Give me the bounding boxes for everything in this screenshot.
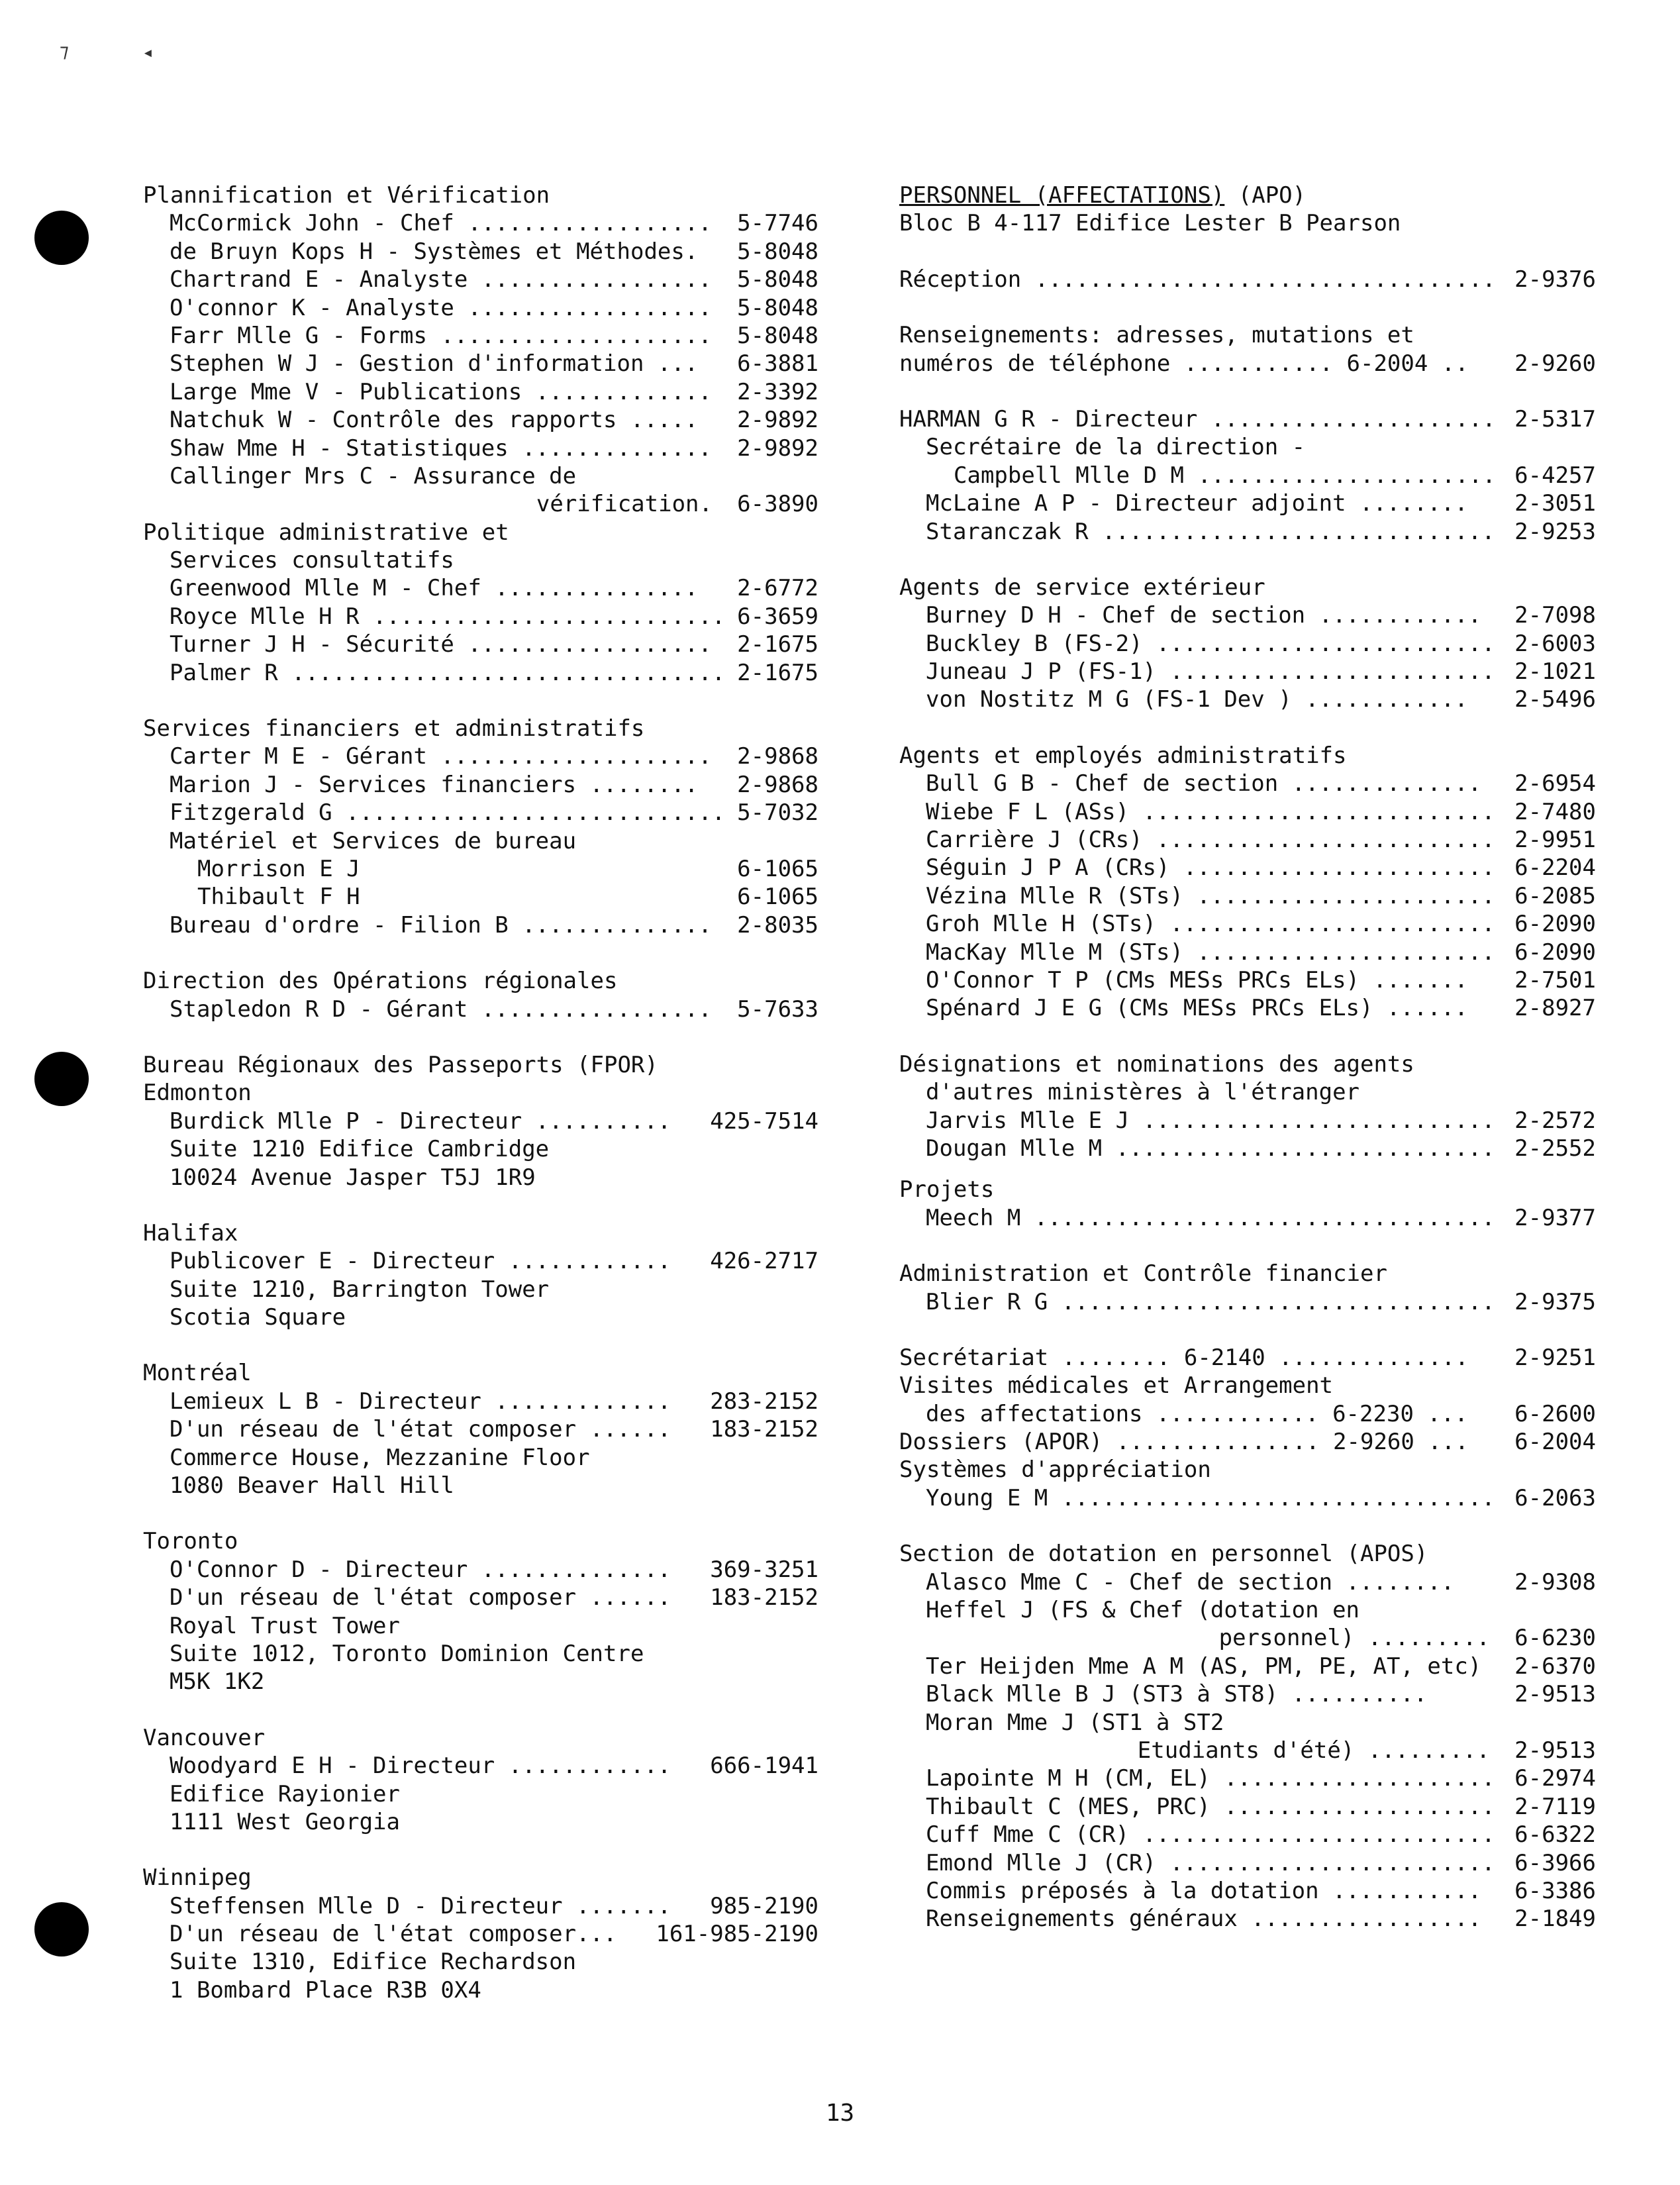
entry-text: D'un réseau de l'état composer ...... bbox=[170, 1416, 671, 1443]
entry-text: Montréal bbox=[143, 1360, 252, 1387]
entry-text: Renseignements généraux ................. bbox=[926, 1906, 1482, 1933]
directory-entry bbox=[899, 518, 1596, 546]
entry-text: Moran Mme J (ST1 à ST2 bbox=[926, 1709, 1224, 1736]
directory-entry bbox=[143, 462, 818, 490]
directory-entry bbox=[143, 659, 818, 687]
phone-number: 369-3251 bbox=[710, 1556, 818, 1583]
directory-entry bbox=[899, 433, 1596, 461]
phone-number: 6-2004 bbox=[1514, 1429, 1596, 1456]
phone-number: 2-6370 bbox=[1514, 1652, 1596, 1680]
entry-text: Black Mlle B J (ST3 à ST8) .......... bbox=[926, 1681, 1428, 1708]
entry-text: Cuff Mme C (CR) .......................... bbox=[926, 1821, 1495, 1849]
entry-text: Toronto bbox=[143, 1528, 238, 1555]
directory-entry bbox=[143, 1303, 818, 1331]
phone-number: 6-3966 bbox=[1514, 1849, 1596, 1876]
entry-text: Commerce House, Mezzanine Floor bbox=[170, 1444, 590, 1471]
directory-entry bbox=[899, 1709, 1596, 1737]
entry-text: Steffensen Mlle D - Directeur ....... bbox=[170, 1892, 671, 1919]
directory-entry bbox=[143, 1948, 818, 1976]
phone-number: 2-9951 bbox=[1514, 827, 1596, 854]
entry-text: 10024 Avenue Jasper T5J 1R9 bbox=[170, 1164, 536, 1191]
phone-number: 6-2063 bbox=[1514, 1484, 1596, 1511]
entry-text: MacKay Mlle M (STs) ...................... bbox=[926, 939, 1495, 966]
entry-text: Agents et employés administratifs bbox=[899, 742, 1347, 769]
directory-entry bbox=[899, 601, 1596, 629]
entry-text: Vancouver bbox=[143, 1724, 266, 1751]
directory-entry bbox=[899, 854, 1596, 882]
entry-text: Turner J H - Sécurité .................. bbox=[170, 631, 712, 658]
phone-number: 5-7032 bbox=[737, 799, 818, 827]
entry-text: Edmonton bbox=[143, 1080, 252, 1107]
entry-text: Thibault C (MES, PRC) .................... bbox=[926, 1793, 1495, 1820]
phone-number: 2-9375 bbox=[1514, 1288, 1596, 1315]
phone-number: 6-2600 bbox=[1514, 1400, 1596, 1427]
entry-text: Services consultatifs bbox=[170, 547, 454, 574]
entry-text: Stapledon R D - Gérant ................. bbox=[170, 995, 712, 1023]
directory-entry bbox=[899, 1260, 1596, 1288]
directory-entry bbox=[143, 1051, 818, 1079]
phone-number: 2-9260 bbox=[1514, 350, 1596, 377]
directory-entry bbox=[899, 658, 1596, 686]
directory-entry bbox=[143, 574, 818, 602]
phone-number: 5-8048 bbox=[737, 266, 818, 293]
directory-entry bbox=[899, 1107, 1596, 1135]
phone-number: 183-2152 bbox=[710, 1416, 818, 1443]
directory-entry bbox=[899, 1050, 1596, 1078]
directory-entry bbox=[899, 994, 1596, 1022]
entry-text: Staranczak R ............................. bbox=[926, 518, 1495, 545]
directory-entry bbox=[143, 406, 818, 434]
phone-number: 2-8035 bbox=[737, 911, 818, 939]
directory-entry bbox=[899, 1176, 1596, 1203]
phone-number: 985-2190 bbox=[710, 1892, 818, 1919]
directory-entry bbox=[143, 1808, 818, 1836]
directory-entry bbox=[899, 1484, 1596, 1512]
entry-text: Lapointe M H (CM, EL) .................... bbox=[926, 1765, 1495, 1792]
phone-number: 2-9868 bbox=[737, 771, 818, 798]
phone-number: 2-9377 bbox=[1514, 1204, 1596, 1231]
directory-entry bbox=[899, 1568, 1596, 1596]
directory-entry bbox=[143, 519, 818, 546]
entry-text: Séguin J P A (CRs) ....................... bbox=[926, 854, 1495, 882]
directory-entry bbox=[143, 1164, 818, 1192]
directory-entry bbox=[143, 1640, 818, 1668]
entry-text: Lemieux L B - Directeur ............. bbox=[170, 1388, 671, 1415]
phone-number: 2-9251 bbox=[1514, 1344, 1596, 1371]
directory-entry bbox=[143, 294, 818, 322]
directory-entry bbox=[143, 855, 818, 883]
directory-entry bbox=[899, 321, 1596, 349]
phone-number: 6-6322 bbox=[1514, 1821, 1596, 1849]
directory-entry bbox=[899, 1135, 1596, 1162]
phone-number: 2-5317 bbox=[1514, 405, 1596, 432]
directory-entry bbox=[143, 1135, 818, 1163]
entry-text: Marion J - Services financiers ........ bbox=[170, 771, 699, 798]
entry-text: Edifice Rayionier bbox=[170, 1780, 400, 1807]
directory-entry bbox=[143, 883, 818, 911]
entry-text: Juneau J P (FS-1) ........................ bbox=[926, 658, 1495, 686]
phone-number: 2-7098 bbox=[1514, 602, 1596, 629]
phone-number: 6-2085 bbox=[1514, 882, 1596, 909]
entry-text: Bureau Régionaux des Passeports (FPOR) bbox=[143, 1051, 658, 1078]
directory-entry bbox=[899, 1877, 1596, 1905]
entry-text: Plannification et Vérification bbox=[143, 182, 550, 209]
directory-entry bbox=[143, 1472, 818, 1499]
entry-text: Greenwood Mlle M - Chef ............... bbox=[170, 575, 699, 602]
entry-text: Désignations et nominations des agents bbox=[899, 1050, 1414, 1078]
directory-entry bbox=[143, 1247, 818, 1275]
phone-number: 6-6230 bbox=[1514, 1625, 1596, 1652]
phone-number: 2-9253 bbox=[1514, 518, 1596, 545]
phone-number: 2-8927 bbox=[1514, 995, 1596, 1022]
phone-number: 2-2572 bbox=[1514, 1107, 1596, 1134]
directory-entry bbox=[143, 1668, 818, 1696]
entry-text: Administration et Contrôle financier bbox=[899, 1260, 1387, 1288]
directory-entry bbox=[143, 1976, 818, 2004]
directory-entry bbox=[143, 1612, 818, 1640]
entry-text: Réception .................................. bbox=[899, 266, 1496, 293]
directory-entry bbox=[143, 1444, 818, 1472]
directory-entry bbox=[899, 770, 1596, 797]
entry-text: Chartrand E - Analyste ................. bbox=[170, 266, 712, 293]
directory-entry bbox=[143, 1892, 818, 1920]
entry-text: Services financiers et administratifs bbox=[143, 715, 645, 742]
directory-entry bbox=[899, 181, 1596, 209]
entry-text: Suite 1210, Barrington Tower bbox=[170, 1276, 550, 1303]
entry-text: Commis préposés à la dotation ........... bbox=[926, 1877, 1482, 1904]
phone-number: 2-9892 bbox=[737, 434, 818, 462]
directory-entry bbox=[899, 1204, 1596, 1232]
directory-entry bbox=[899, 1764, 1596, 1792]
directory-entry bbox=[899, 462, 1596, 489]
entry-text: Renseignements: adresses, mutations et bbox=[899, 322, 1414, 349]
left-column bbox=[143, 181, 818, 2004]
directory-entry bbox=[143, 378, 818, 406]
entry-text: Emond Mlle J (CR) ........................ bbox=[926, 1849, 1495, 1876]
entry-text: personnel) ......... bbox=[1218, 1625, 1490, 1652]
directory-entry bbox=[899, 1456, 1596, 1484]
phone-number: 5-8048 bbox=[737, 322, 818, 349]
entry-text: Callinger Mrs C - Assurance de bbox=[170, 462, 577, 489]
entry-text: Agents de service extérieur bbox=[899, 574, 1265, 601]
directory-entry bbox=[899, 1849, 1596, 1877]
entry-text: Systèmes d'appréciation bbox=[899, 1456, 1211, 1484]
entry-text: Fitzgerald G ............................ bbox=[170, 799, 726, 827]
directory-entry bbox=[143, 322, 818, 350]
entry-text: Bureau d'ordre - Filion B .............. bbox=[170, 911, 712, 939]
phone-number: 2-7480 bbox=[1514, 798, 1596, 825]
entry-text: Politique administrative et bbox=[143, 519, 509, 546]
entry-text: Groh Mlle H (STs) ........................ bbox=[926, 911, 1495, 938]
directory-entry bbox=[899, 1372, 1596, 1399]
entry-text: Farr Mlle G - Forms .................... bbox=[170, 322, 712, 349]
entry-text: Section de dotation en personnel (APOS) bbox=[899, 1541, 1428, 1568]
entry-text: Campbell Mlle D M ...................... bbox=[954, 462, 1496, 489]
directory-entry bbox=[899, 939, 1596, 966]
phone-number: 2-3051 bbox=[1514, 490, 1596, 517]
directory-entry bbox=[143, 1920, 818, 1948]
entry-text: Vézina Mlle R (STs) ...................... bbox=[926, 882, 1495, 909]
entry-text: Meech M .................................. bbox=[926, 1204, 1495, 1231]
phone-number: 6-1065 bbox=[737, 884, 818, 911]
directory-entry bbox=[143, 1584, 818, 1611]
directory-entry bbox=[899, 1905, 1596, 1933]
entry-text: Matériel et Services de bureau bbox=[170, 827, 577, 854]
directory-entry bbox=[143, 995, 818, 1023]
entry-text: Woodyard E H - Directeur ............ bbox=[170, 1753, 671, 1780]
entry-text: Alasco Mme C - Chef de section ........ bbox=[926, 1568, 1455, 1596]
directory-entry bbox=[143, 1359, 818, 1387]
directory-entry bbox=[143, 742, 818, 770]
entry-text: Morrison E J bbox=[197, 855, 360, 882]
directory-entry bbox=[143, 827, 818, 855]
entry-text: Stephen W J - Gestion d'information ... bbox=[170, 350, 699, 378]
directory-entry bbox=[899, 405, 1596, 433]
phone-number: 2-1675 bbox=[737, 659, 818, 686]
directory-entry bbox=[899, 742, 1596, 770]
phone-number: 6-1065 bbox=[737, 855, 818, 882]
phone-number: 5-7633 bbox=[737, 995, 818, 1023]
entry-text: Spénard J E G (CMs MESs PRCs ELs) ...... bbox=[926, 995, 1468, 1022]
phone-number: 2-6954 bbox=[1514, 770, 1596, 797]
phone-number: 2-6772 bbox=[737, 575, 818, 602]
phone-number: 2-2552 bbox=[1514, 1135, 1596, 1162]
directory-entry bbox=[143, 603, 818, 631]
directory-entry bbox=[143, 1527, 818, 1555]
entry-text: Natchuk W - Contrôle des rapports ..... bbox=[170, 407, 699, 434]
directory-entry bbox=[143, 1219, 818, 1247]
entry-text: PERSONNEL (AFFECTATIONS) bbox=[899, 182, 1225, 209]
directory-entry bbox=[899, 574, 1596, 601]
entry-text: d'autres ministères à l'étranger bbox=[926, 1079, 1360, 1106]
directory-entry bbox=[899, 1793, 1596, 1821]
phone-number: 6-3659 bbox=[737, 603, 818, 630]
phone-number: 2-9513 bbox=[1514, 1737, 1596, 1764]
entry-text: numéros de téléphone ........... 6-2004 .. bbox=[899, 350, 1469, 377]
entry-text: McLaine A P - Directeur adjoint ........ bbox=[926, 490, 1468, 517]
directory-entry bbox=[899, 1288, 1596, 1316]
punch-hole-top bbox=[34, 211, 89, 265]
entry-text: Thibault F H bbox=[197, 884, 360, 911]
directory-entry bbox=[899, 910, 1596, 938]
directory-entry bbox=[143, 1556, 818, 1584]
entry-text: Carrière J (CRs) ......................... bbox=[926, 827, 1495, 854]
phone-number: 666-1941 bbox=[710, 1753, 818, 1780]
phone-number: 2-9376 bbox=[1514, 266, 1596, 293]
directory-entry bbox=[143, 1107, 818, 1135]
directory-entry bbox=[143, 490, 818, 518]
directory-entry bbox=[143, 434, 818, 462]
directory-entry bbox=[143, 266, 818, 293]
punch-hole-middle bbox=[34, 1052, 89, 1106]
phone-number: 2-1021 bbox=[1514, 658, 1596, 686]
entry-text: Direction des Opérations régionales bbox=[143, 968, 618, 995]
entry-text: Dougan Mlle M ............................ bbox=[926, 1135, 1495, 1162]
directory-entry bbox=[899, 1652, 1596, 1680]
directory-entry bbox=[143, 238, 818, 266]
directory-entry bbox=[899, 1680, 1596, 1708]
phone-number: 6-2204 bbox=[1514, 854, 1596, 882]
phone-number: 2-1849 bbox=[1514, 1906, 1596, 1933]
entry-text: Carter M E - Gérant .................... bbox=[170, 743, 712, 770]
entry-text: des affectations ............ 6-2230 ... bbox=[926, 1400, 1468, 1427]
directory-entry bbox=[899, 1344, 1596, 1372]
directory-entry bbox=[899, 266, 1596, 293]
directory-entry bbox=[899, 826, 1596, 854]
directory-entry bbox=[899, 1596, 1596, 1624]
entry-text: de Bruyn Kops H - Systèmes et Méthodes. bbox=[170, 238, 699, 265]
directory-entry bbox=[143, 799, 818, 827]
entry-text: McCormick John - Chef .................. bbox=[170, 210, 712, 237]
entry-text: Suite 1012, Toronto Dominion Centre bbox=[170, 1640, 644, 1667]
entry-text: Suite 1310, Edifice Rechardson bbox=[170, 1949, 577, 1976]
phone-number: 425-7514 bbox=[710, 1107, 818, 1135]
entry-text: Winnipeg bbox=[143, 1864, 252, 1892]
entry-text: Visites médicales et Arrangement bbox=[899, 1372, 1334, 1399]
phone-number: 2-1675 bbox=[737, 631, 818, 658]
directory-entry bbox=[899, 686, 1596, 713]
phone-number: 2-9892 bbox=[737, 407, 818, 434]
phone-number: 2-5496 bbox=[1514, 686, 1596, 713]
entry-text: Large Mme V - Publications ............. bbox=[170, 378, 712, 405]
directory-entry bbox=[143, 631, 818, 658]
phone-number: 6-3890 bbox=[737, 491, 818, 518]
phone-number: 161-985-2190 bbox=[656, 1921, 818, 1948]
directory-entry bbox=[899, 1400, 1596, 1428]
directory-entry bbox=[143, 209, 818, 237]
directory-entry bbox=[143, 967, 818, 995]
entry-text: M5K 1K2 bbox=[170, 1668, 265, 1696]
phone-number: 6-4257 bbox=[1514, 462, 1596, 489]
entry-text: 1111 West Georgia bbox=[170, 1808, 400, 1835]
entry-text: 1080 Beaver Hall Hill bbox=[170, 1472, 454, 1499]
phone-number: 426-2717 bbox=[710, 1248, 818, 1275]
directory-entry bbox=[143, 1276, 818, 1303]
phone-number: 183-2152 bbox=[710, 1584, 818, 1611]
entry-text: Publicover E - Directeur ............ bbox=[170, 1248, 671, 1275]
phone-number: 2-9868 bbox=[737, 743, 818, 770]
phone-number: 2-6003 bbox=[1514, 630, 1596, 657]
entry-text: Royce Mlle H R .......................... bbox=[170, 603, 726, 630]
phone-number: 6-2974 bbox=[1514, 1765, 1596, 1792]
entry-text: von Nostitz M G (FS-1 Dev ) ............ bbox=[926, 686, 1468, 713]
directory-entry bbox=[143, 715, 818, 742]
scan-speck: ◂ bbox=[142, 41, 154, 63]
directory-entry bbox=[143, 1415, 818, 1443]
directory-entry bbox=[143, 1864, 818, 1892]
directory-entry bbox=[143, 1388, 818, 1415]
phone-number: 5-8048 bbox=[737, 238, 818, 265]
entry-text: Secrétariat ........ 6-2140 .............. bbox=[899, 1344, 1469, 1371]
phone-number: 2-3392 bbox=[737, 378, 818, 405]
directory-entry bbox=[899, 489, 1596, 517]
entry-text: Etudiants d'été) ......... bbox=[1137, 1737, 1490, 1764]
entry-text: 1 Bombard Place R3B 0X4 bbox=[170, 1976, 481, 2004]
directory-entry bbox=[143, 350, 818, 378]
entry-text: Dossiers (APOR) ............... 2-9260 ... bbox=[899, 1429, 1469, 1456]
phone-number: 2-7119 bbox=[1514, 1793, 1596, 1820]
entry-text: Secrétaire de la direction - bbox=[926, 434, 1306, 461]
entry-text: Halifax bbox=[143, 1219, 238, 1246]
directory-entry bbox=[143, 181, 818, 209]
directory-entry bbox=[899, 209, 1596, 237]
page-number: 13 bbox=[825, 2100, 855, 2127]
entry-text: O'Connor T P (CMs MESs PRCs ELs) ....... bbox=[926, 966, 1468, 993]
entry-text: vérification. bbox=[536, 491, 713, 518]
directory-entry bbox=[899, 1540, 1596, 1568]
entry-text: Burney D H - Chef de section ............ bbox=[926, 602, 1482, 629]
entry-text: Wiebe F L (ASs) .......................... bbox=[926, 798, 1495, 825]
directory-entry bbox=[899, 630, 1596, 658]
entry-text: Buckley B (FS-2) ......................... bbox=[926, 630, 1495, 657]
entry-text: Bloc B 4-117 Edifice Lester B Pearson bbox=[899, 210, 1401, 237]
directory-entry bbox=[143, 1079, 818, 1107]
entry-text: Jarvis Mlle E J .......................... bbox=[926, 1107, 1495, 1134]
right-column bbox=[899, 181, 1596, 1933]
entry-text: Blier R G ................................ bbox=[926, 1288, 1495, 1315]
entry-text: Royal Trust Tower bbox=[170, 1612, 400, 1639]
directory-entry bbox=[899, 1821, 1596, 1849]
entry-text: Shaw Mme H - Statistiques .............. bbox=[170, 434, 712, 462]
phone-number: 2-7501 bbox=[1514, 966, 1596, 993]
phone-number: 5-8048 bbox=[737, 294, 818, 321]
entry-text: O'Connor D - Directeur .............. bbox=[170, 1556, 671, 1583]
entry-text: Palmer R ................................ bbox=[170, 659, 726, 686]
directory-entry bbox=[899, 350, 1596, 378]
entry-text: Bull G B - Chef de section .............. bbox=[926, 770, 1482, 797]
directory-entry bbox=[899, 1078, 1596, 1106]
phone-number: 2-9308 bbox=[1514, 1568, 1596, 1596]
phone-number: 2-9513 bbox=[1514, 1681, 1596, 1708]
entry-text: D'un réseau de l'état composer... bbox=[170, 1921, 617, 1948]
phone-number: 6-2090 bbox=[1514, 939, 1596, 966]
entry-suffix: (APO) bbox=[1224, 182, 1307, 209]
scan-speck: ⁊ bbox=[60, 40, 69, 62]
entry-text: O'connor K - Analyste .................. bbox=[170, 294, 712, 321]
phone-number: 283-2152 bbox=[710, 1388, 818, 1415]
directory-entry bbox=[143, 1780, 818, 1808]
phone-number: 6-3881 bbox=[737, 350, 818, 378]
entry-text: Ter Heijden Mme A M (AS, PM, PE, AT, etc) bbox=[926, 1652, 1482, 1680]
directory-entry bbox=[899, 1624, 1596, 1652]
directory-entry bbox=[143, 546, 818, 574]
punch-hole-bottom bbox=[34, 1902, 89, 1956]
directory-entry bbox=[899, 1428, 1596, 1456]
directory-entry bbox=[899, 798, 1596, 826]
phone-number: 6-3386 bbox=[1514, 1877, 1596, 1904]
entry-text: HARMAN G R - Directeur ..................... bbox=[899, 405, 1496, 432]
directory-entry bbox=[143, 1724, 818, 1752]
directory-entry bbox=[899, 966, 1596, 994]
entry-text: Burdick Mlle P - Directeur .......... bbox=[170, 1107, 671, 1135]
entry-text: Young E M ................................ bbox=[926, 1484, 1495, 1511]
directory-entry bbox=[899, 882, 1596, 910]
directory-entry bbox=[143, 911, 818, 939]
entry-text: D'un réseau de l'état composer ...... bbox=[170, 1584, 671, 1611]
directory-entry bbox=[899, 1737, 1596, 1764]
phone-number: 6-2090 bbox=[1514, 911, 1596, 938]
phone-number: 5-7746 bbox=[737, 210, 818, 237]
directory-entry bbox=[143, 1752, 818, 1780]
directory-entry bbox=[143, 771, 818, 799]
entry-text: Suite 1210 Edifice Cambridge bbox=[170, 1136, 550, 1163]
entry-text: Scotia Square bbox=[170, 1304, 346, 1331]
entry-text: Heffel J (FS & Chef (dotation en bbox=[926, 1597, 1360, 1624]
entry-text: Projets bbox=[899, 1176, 995, 1203]
